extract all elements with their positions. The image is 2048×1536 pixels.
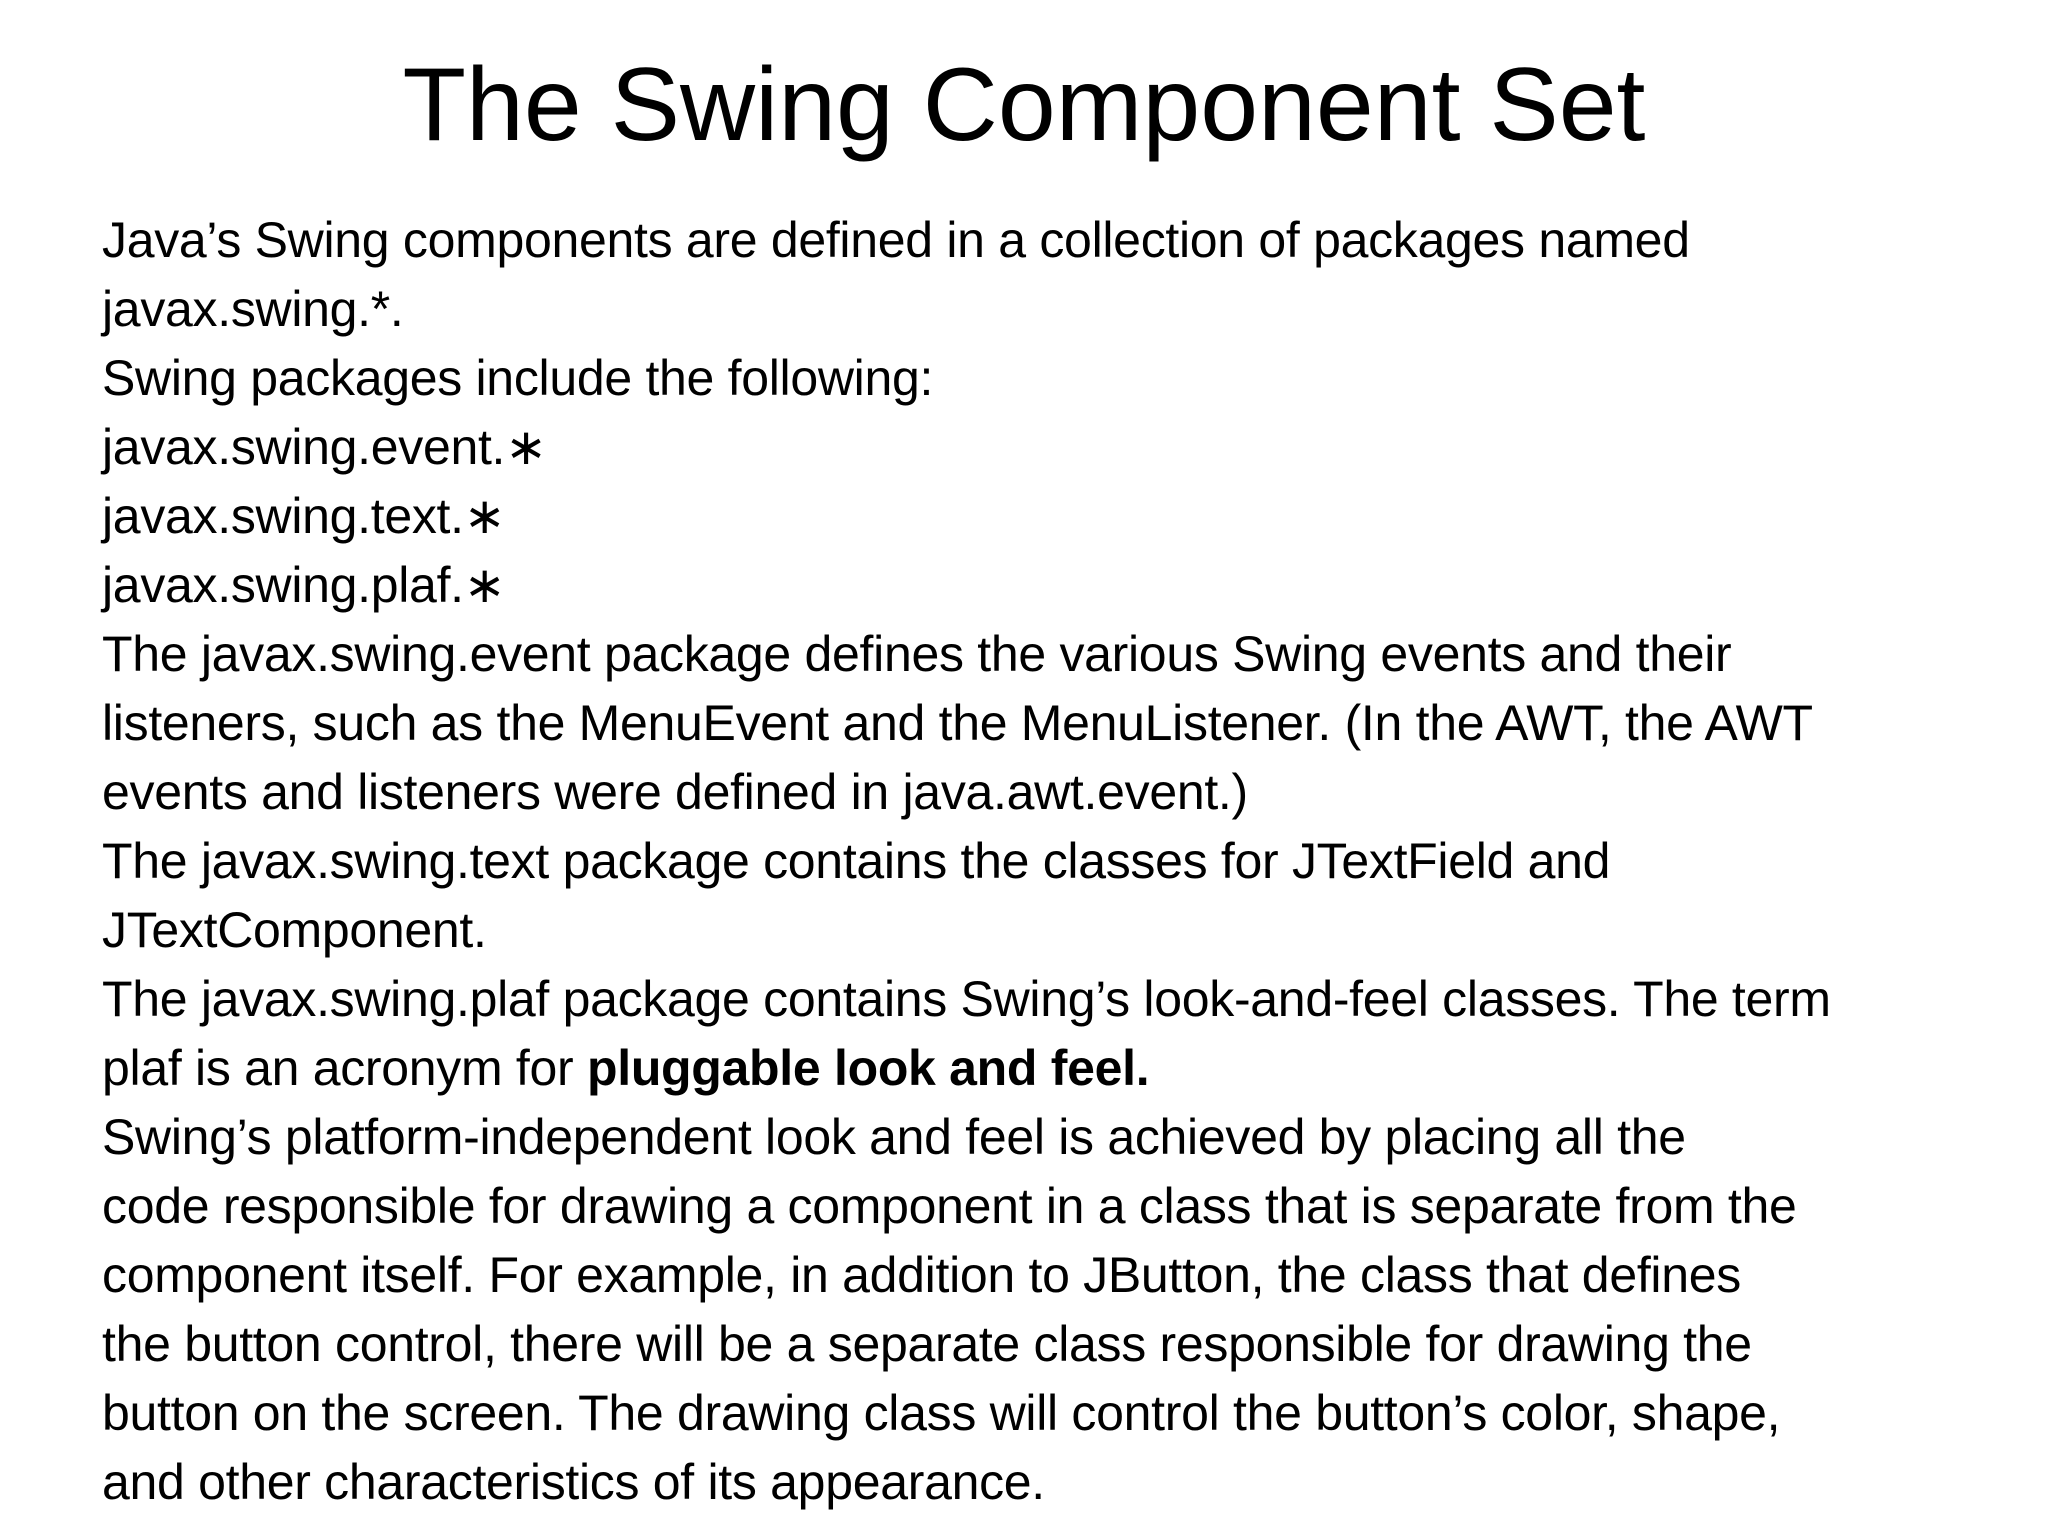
body-line: The javax.swing.event package defines the various Swing events and their xyxy=(102,626,1732,682)
plaf-definition-bold: pluggable look and feel. xyxy=(586,1040,1150,1096)
package-item-plaf: javax.swing.plaf.∗ xyxy=(102,557,506,613)
package-item-text: javax.swing.text.∗ xyxy=(102,488,506,544)
plaf-definition-prefix: plaf is an acronym for xyxy=(102,1040,587,1096)
package-item-event: javax.swing.event.∗ xyxy=(102,419,547,475)
slide-body xyxy=(102,206,1982,1517)
body-line: The javax.swing.plaf package contains Swing’s look-and-feel classes. The term xyxy=(102,971,1831,1027)
plaf-definition-line xyxy=(102,1034,1982,1103)
body-line: button on the screen. The drawing class will control the button’s color, shape, xyxy=(102,1385,1781,1441)
body-line: and other characteristics of its appearance. xyxy=(102,1454,1045,1510)
body-line: Swing packages include the following: xyxy=(102,350,934,406)
body-line: code responsible for drawing a component in a class that is separate from the xyxy=(102,1178,1797,1234)
body-line: events and listeners were defined in java.awt.event.) xyxy=(102,764,1248,820)
body-line: The javax.swing.text package contains the classes for JTextField and xyxy=(102,833,1611,889)
body-line: component itself. For example, in addition to JButton, the class that defines xyxy=(102,1247,1741,1303)
body-line: Java’s Swing components are defined in a collection of packages named xyxy=(102,212,1690,268)
body-line: Swing’s platform-independent look and feel is achieved by placing all the xyxy=(102,1109,1686,1165)
body-line: listeners, such as the MenuEvent and the MenuListener. (In the AWT, the AWT xyxy=(102,695,1813,751)
body-line: JTextComponent. xyxy=(102,902,487,958)
body-line: javax.swing.*. xyxy=(102,281,404,337)
slide-title: The Swing Component Set xyxy=(402,47,1646,163)
body-line: the button control, there will be a separate class responsible for drawing the xyxy=(102,1316,1752,1372)
